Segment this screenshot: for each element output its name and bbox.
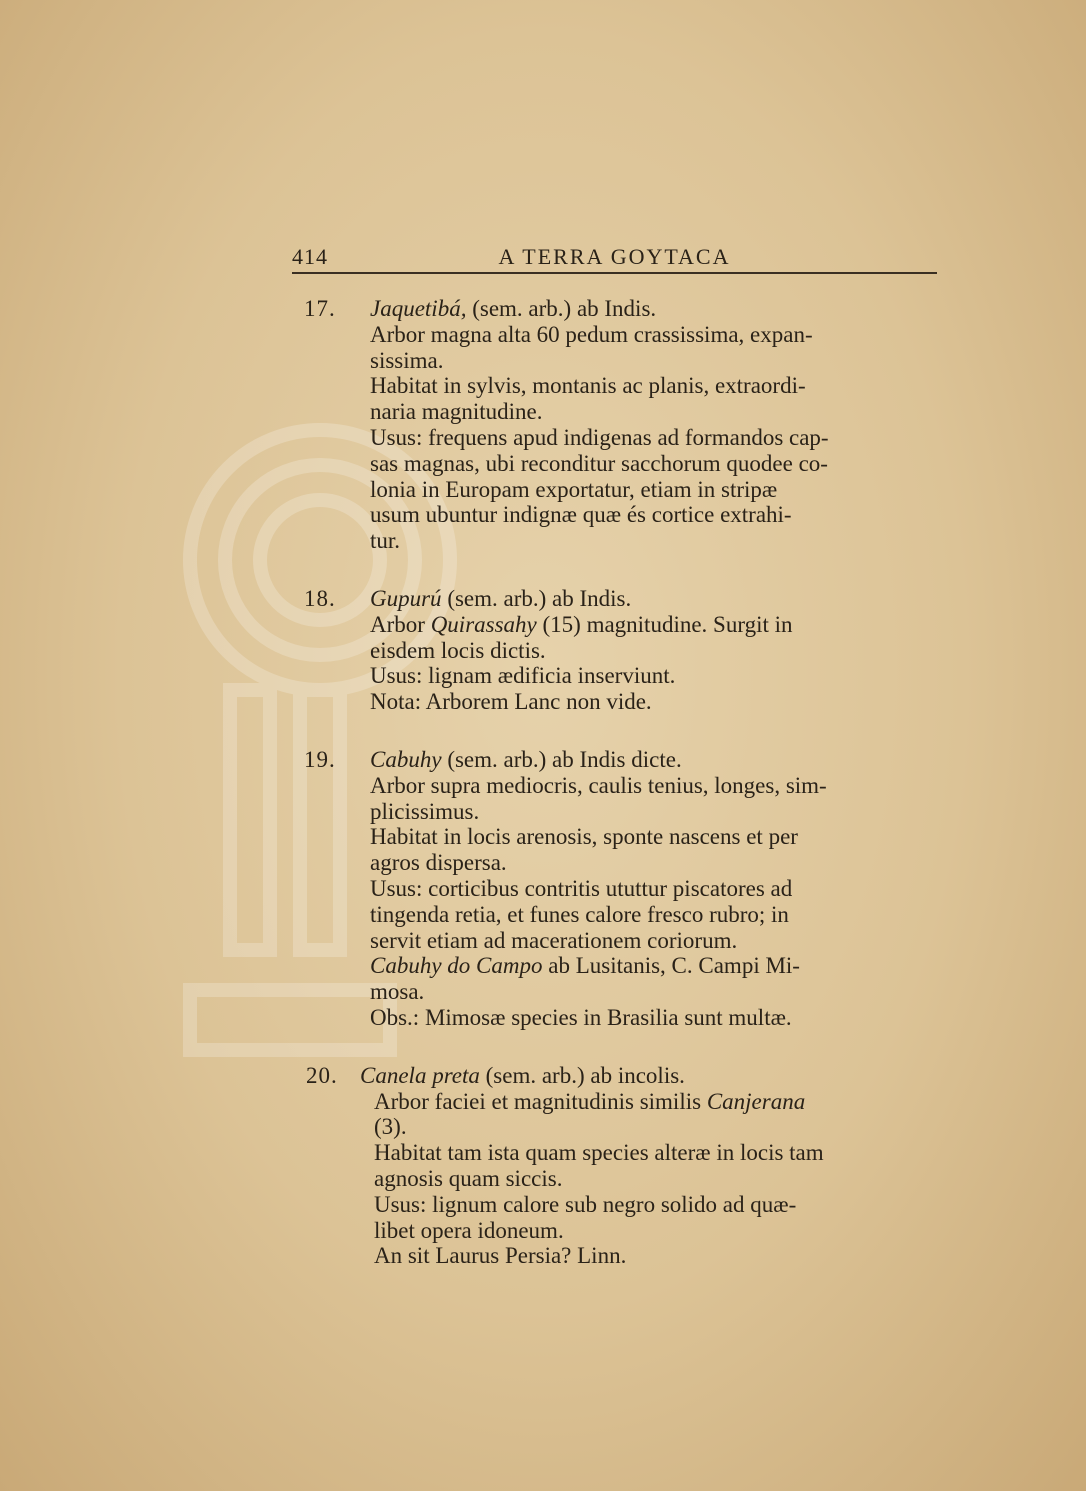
species-reference: Quirassahy: [430, 611, 537, 637]
text-line: Usus: frequens apud indigenas ad formandos cap-: [370, 424, 829, 450]
text-line: Habitat in sylvis, montanis ac planis, extraordi-: [370, 373, 806, 399]
title-rest: (sem. arb.) ab Indis dicte.: [441, 746, 682, 772]
text-line: eisdem locis dictis.: [370, 637, 546, 663]
entry-18: [300, 586, 945, 715]
species-name: Jaquetibá,: [370, 296, 467, 321]
entry-number: 17.: [304, 296, 336, 321]
text-span: Arbor: [370, 611, 431, 637]
species-name: Canela preta: [360, 1062, 480, 1088]
running-head: A TERRA GOYTACA: [498, 244, 731, 269]
entry-text: [370, 586, 945, 715]
entry-number: 18.: [304, 585, 336, 611]
text-line: Habitat in locis arenosis, sponte nascens et per: [370, 824, 798, 850]
entry-title: [370, 747, 945, 773]
text-span: Arbor faciei et magnitudinis similis: [374, 1088, 707, 1114]
text-line: Arbor magna alta 60 pedum crassissima, expan-: [370, 321, 813, 347]
text-line: plicissimus.: [370, 798, 480, 824]
title-rest: (sem. arb.) ab incolis.: [479, 1062, 685, 1088]
text-line: tingenda retia, et funes calore fresco rubro; in: [370, 901, 789, 927]
entry-20: [300, 1063, 945, 1269]
entry-title: [370, 296, 945, 322]
species-reference: Cabuhy do Campo: [370, 953, 543, 979]
entry-title: [370, 586, 945, 612]
text-line: tur.: [370, 528, 401, 554]
entry-text: [370, 296, 945, 554]
text-line: lonia in Europam exportatur, etiam in stripæ: [370, 476, 778, 502]
text-line: (3).: [374, 1114, 407, 1140]
text-line: naria magnitudine.: [370, 399, 543, 425]
text-line: agnosis quam siccis.: [374, 1165, 563, 1191]
species-name: Cabuhy: [370, 746, 442, 772]
text-line: servit etiam ad macerationem coriorum.: [370, 927, 738, 953]
title-rest: (sem. arb.) ab Indis.: [441, 585, 632, 611]
text-line: Obs.: Mimosæ species in Brasilia sunt multæ.: [370, 1004, 792, 1030]
text-line: mosa.: [370, 979, 425, 1005]
text-line: Usus: lignum calore sub negro solido ad quæ-: [374, 1191, 797, 1217]
text-line: [370, 953, 945, 979]
text-span: ab Lusitanis, C. Campi Mi-: [542, 953, 800, 979]
text-line: agros dispersa.: [370, 850, 507, 876]
text-line: libet opera idoneum.: [374, 1217, 564, 1243]
entry-text: [370, 747, 945, 1031]
entry-number: 19.: [304, 746, 336, 772]
text-line: sas magnas, ubi reconditur sacchorum quodee co-: [370, 450, 828, 476]
entry-number: 20.: [306, 1062, 338, 1088]
text-line: usum ubuntur indignæ quæ és cortice extrahi-: [370, 502, 792, 528]
entry-19: [300, 747, 945, 1031]
text-line: [360, 1089, 945, 1115]
text-line: [370, 612, 945, 638]
text-line: Usus: corticibus contritis ututtur piscatores ad: [370, 875, 793, 901]
species-reference: Canjerana: [706, 1088, 806, 1114]
entry-text: [360, 1063, 945, 1269]
text-line: An sit Laurus Persia? Linn.: [374, 1243, 627, 1269]
text-line: sissima.: [370, 347, 444, 373]
text-line: Usus: lignam ædificia inserviunt.: [370, 663, 676, 689]
text-line: Nota: Arborem Lanc non vide.: [370, 689, 652, 715]
entry-title: [360, 1063, 945, 1089]
text-span: (15) magnitudine. Surgit in: [536, 611, 793, 637]
title-rest: (sem. arb.) ab Indis.: [466, 296, 657, 321]
text-line: Habitat tam ista quam species alteræ in locis tam: [374, 1140, 824, 1166]
page-number: 414: [292, 244, 328, 269]
species-name: Gupurú: [370, 585, 442, 611]
page-body: [300, 296, 945, 1301]
page-header: [292, 244, 937, 274]
entry-17: [300, 296, 945, 554]
text-line: Arbor supra mediocris, caulis tenius, longes, sim-: [370, 772, 827, 798]
